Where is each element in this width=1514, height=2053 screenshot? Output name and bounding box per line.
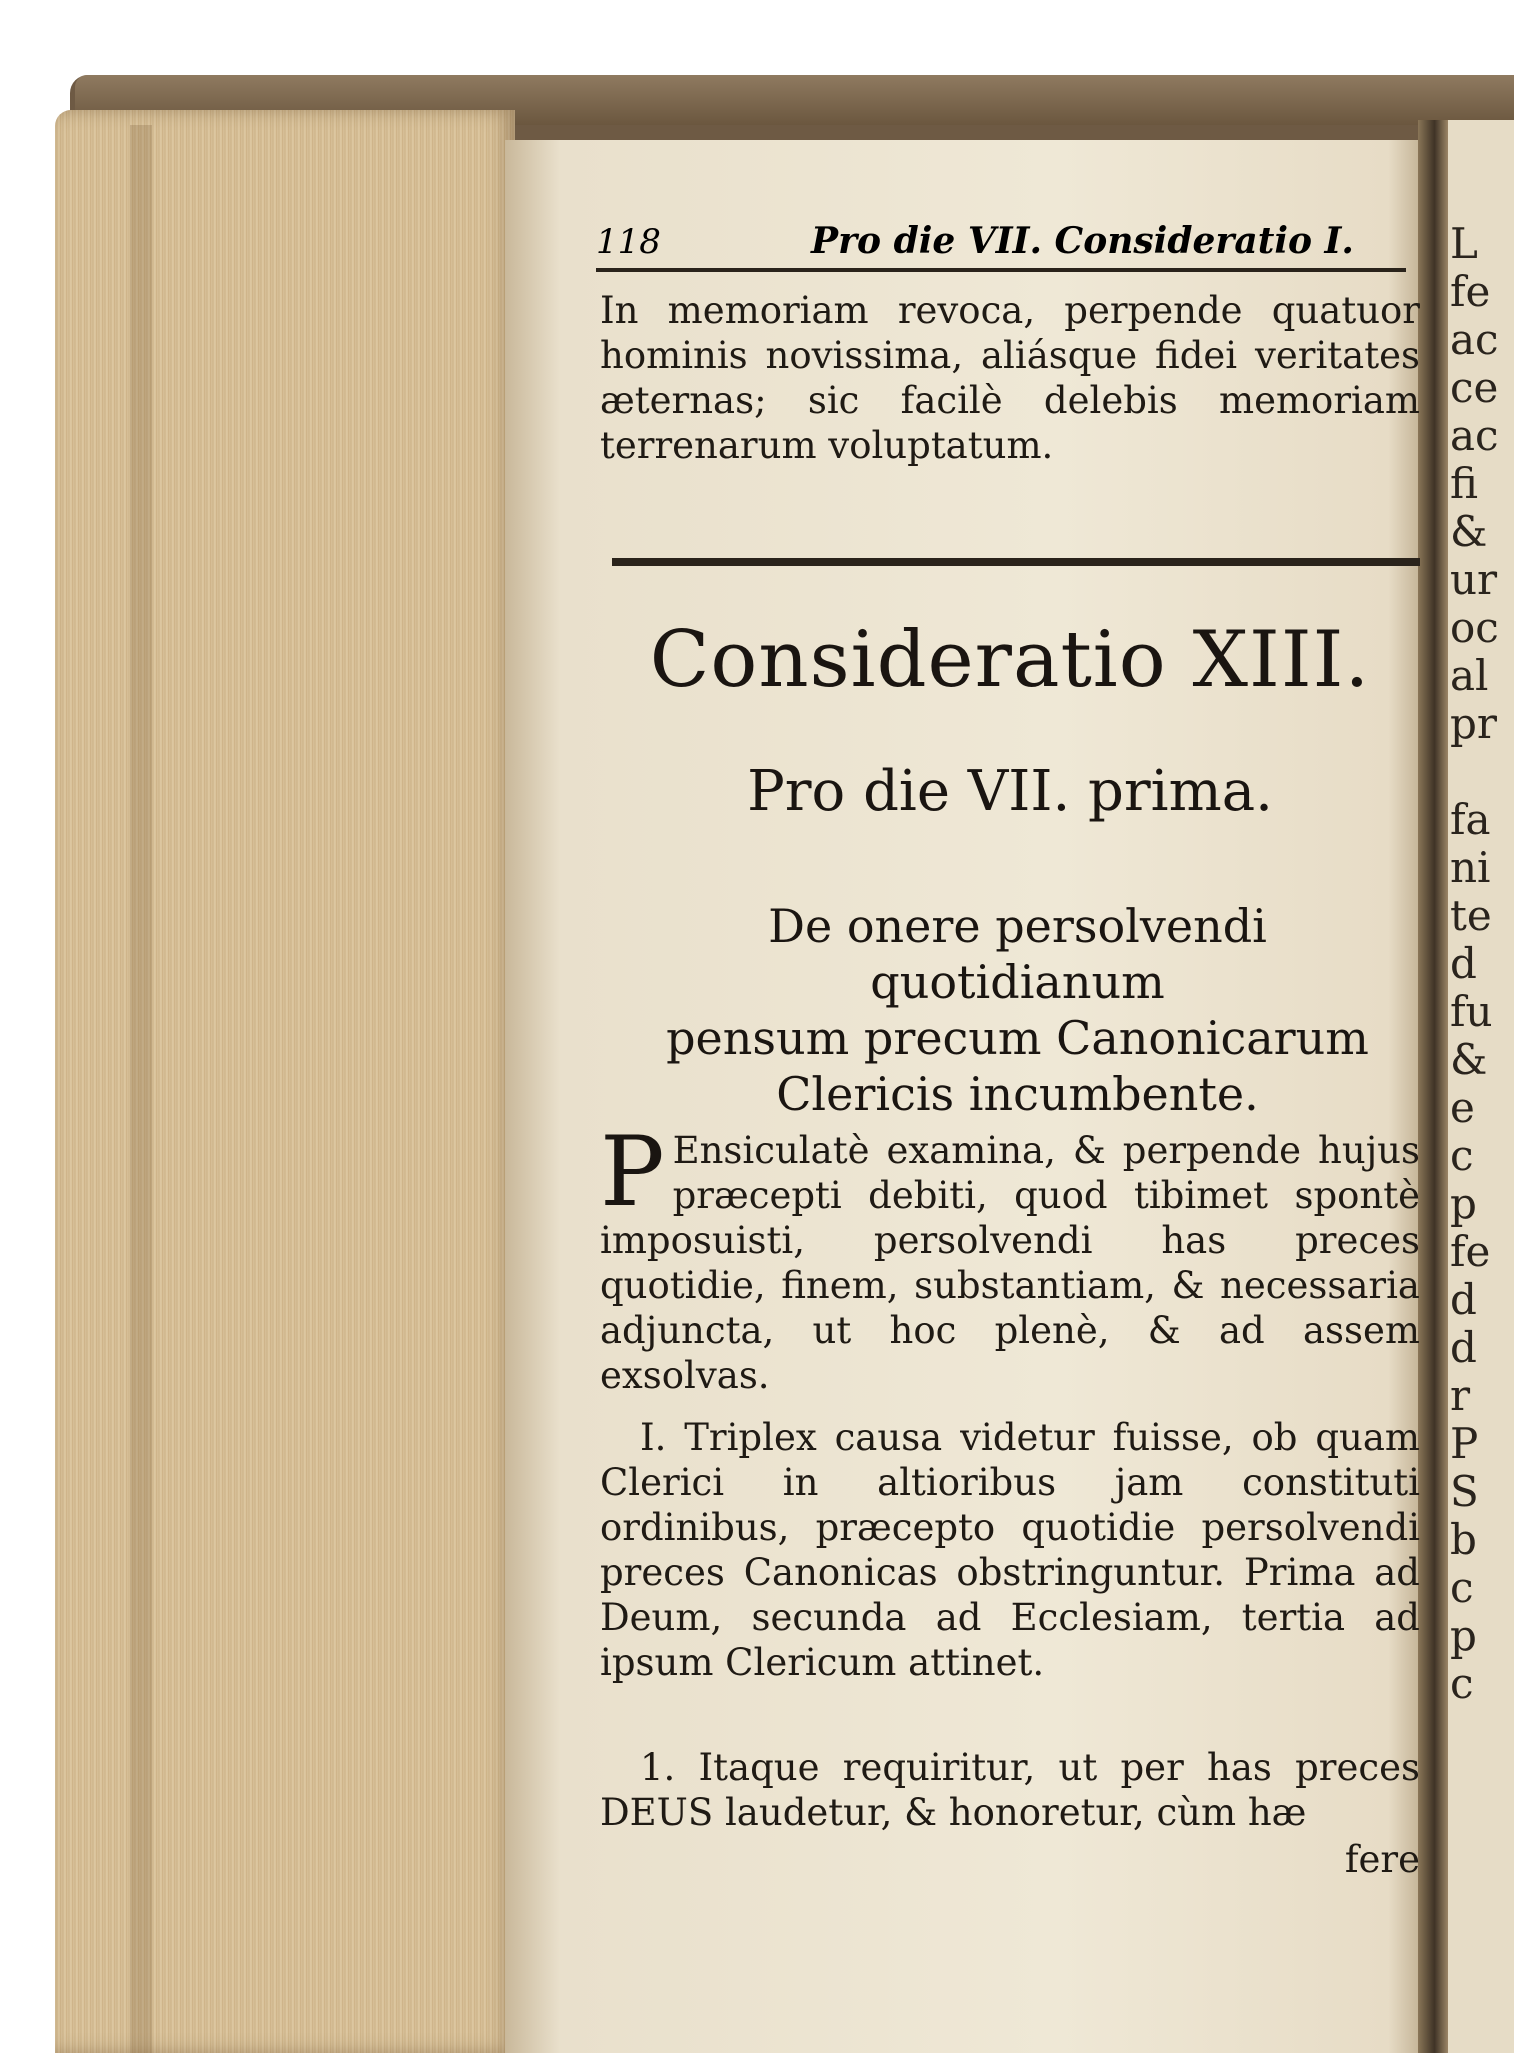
paragraph-text: Ensiculatè examina, & perpende hujus præcepti debiti, quod tibimet spontè imposuisti, persolvendi has preces quotidie, finem, substantiam, & necessaria adjuncta, ut hoc plenè, & ad assem exsolvas.: [600, 1129, 1420, 1397]
facing-page-line: c: [1450, 1659, 1474, 1708]
subject-line: Clericis incumbente.: [776, 1067, 1259, 1121]
facing-page-text: [1450, 220, 1514, 1708]
facing-page-line: &: [1450, 1035, 1488, 1084]
facing-page-line: S: [1450, 1467, 1479, 1516]
facing-page-line: P: [1450, 1419, 1479, 1468]
facing-page-line: L: [1450, 219, 1478, 268]
facing-page-line: d: [1450, 1275, 1477, 1324]
facing-page-line: fe: [1450, 267, 1491, 316]
section-day: Pro die VII. prima.: [747, 759, 1273, 824]
facing-page-line: e: [1450, 1083, 1475, 1132]
facing-page-line: fi: [1450, 459, 1479, 508]
facing-page-line: fa: [1450, 795, 1491, 844]
drop-cap: P: [600, 1116, 665, 1228]
facing-page-line: fe: [1450, 1227, 1491, 1276]
facing-page-line: c: [1450, 1563, 1474, 1612]
facing-page-line: p: [1450, 1179, 1477, 1228]
subject-line: pensum precum Canonicarum: [666, 1011, 1369, 1065]
facing-page-line: c: [1450, 1131, 1474, 1180]
section-divider: [612, 558, 1420, 566]
intro-paragraph: In memoriam revoca, perpende quatuor hominis novissima, aliásque fidei veritates æternas; sic facilè delebis memoriam terrenarum voluptatum.: [600, 289, 1420, 467]
section-subject: [615, 898, 1420, 1122]
facing-page-line: d: [1450, 939, 1477, 988]
facing-page-line: d: [1450, 1323, 1477, 1372]
facing-page-line: b: [1450, 1515, 1477, 1564]
section-title: Consideratio XIII.: [649, 615, 1371, 705]
facing-page-line: [1450, 748, 1514, 796]
facing-page-line: te: [1450, 891, 1492, 940]
facing-page-line: ni: [1450, 843, 1491, 892]
body-paragraph: [600, 1745, 1420, 1882]
body-paragraph: I. Triplex causa videtur fuisse, ob quam Clerici in altioribus jam constituti ordinibus, præcepto quotidie persolvendi preces Canonicas obstringuntur. Prima ad Deum, secunda ad Ecclesiam, tertia ad ipsum Clericum attinet.: [600, 1416, 1420, 1684]
facing-page-line: ce: [1450, 363, 1499, 412]
page-edges-shadow: [130, 125, 152, 2053]
facing-page-line: ur: [1450, 555, 1498, 604]
page-number: 118: [596, 222, 661, 262]
facing-page-line: &: [1450, 507, 1488, 556]
facing-page-line: p: [1450, 1611, 1477, 1660]
facing-page-line: oc: [1450, 603, 1499, 652]
facing-page-line: pr: [1450, 699, 1497, 748]
facing-page-line: ac: [1450, 411, 1499, 460]
subject-line: De onere persolvendi quotidianum: [768, 899, 1267, 1009]
book-gutter: [1418, 120, 1448, 2053]
facing-page-line: al: [1450, 651, 1489, 700]
facing-page-line: fu: [1450, 987, 1493, 1036]
facing-page-line: ac: [1450, 315, 1499, 364]
facing-page-line: r: [1450, 1371, 1471, 1420]
page-edges: [55, 110, 515, 2053]
paragraph-text: 1. Itaque requiritur, ut per has preces DEUS laudetur, & honoretur, cùm hæ: [600, 1746, 1420, 1834]
catchword: fere: [1344, 1838, 1420, 1881]
running-head-title: Pro die VII. Consideratio I.: [811, 220, 1354, 262]
body-paragraph: [600, 1116, 1420, 1398]
running-head: [596, 218, 1406, 272]
